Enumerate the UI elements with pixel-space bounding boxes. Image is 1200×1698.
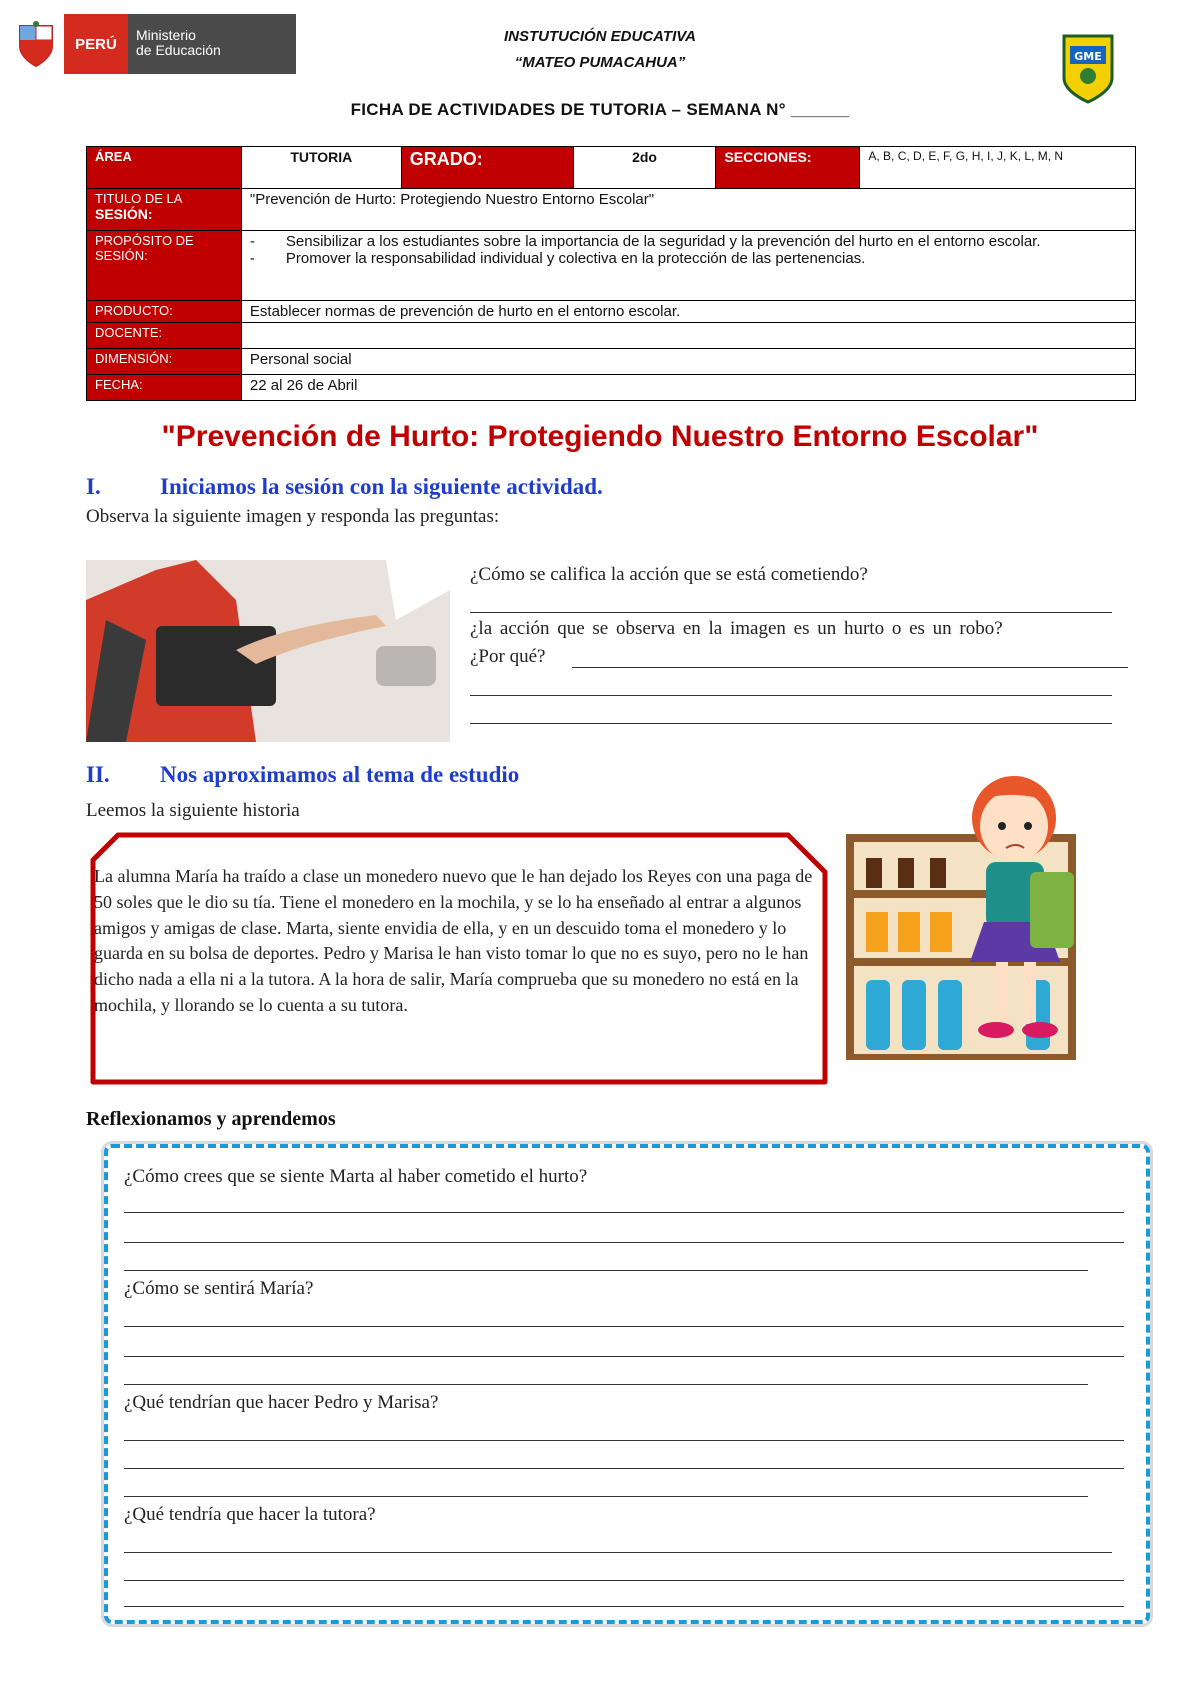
answer-line[interactable] [470,695,1112,696]
docente-label: DOCENTE: [87,323,242,349]
girl-illustration [846,762,1142,1064]
area-label: ÁREA [87,147,242,189]
fecha-value: 22 al 26 de Abril [241,375,1135,401]
reflection-title: Reflexionamos y aprendemos [86,1108,336,1130]
producto-label: PRODUCTO: [87,301,242,323]
docente-value [241,323,1135,349]
peru-label: PERÚ [64,14,128,74]
school-crest-icon [1062,34,1114,104]
answer-line[interactable] [572,667,1128,668]
section-2-heading [86,762,519,788]
theft-photo [86,560,450,742]
svg-text:GME: GME [1074,50,1102,63]
answer-line[interactable] [124,1242,1124,1243]
institution-name: INSTUTUCIÓN EDUCATIVA [504,28,696,45]
answer-line[interactable] [124,1270,1088,1271]
bullet: - [249,250,255,267]
ministerio-line1: Ministerio [136,27,196,43]
reflection-question-2: ¿Cómo se sentirá María? [124,1278,314,1299]
proposito-item [250,233,1127,250]
reflection-question-4: ¿Qué tendría que hacer la tutora? [124,1504,376,1525]
section-1-number: I. [86,474,101,499]
secciones-value: A, B, C, D, E, F, G, H, I, J, K, L, M, N [860,147,1136,189]
grado-label: GRADO: [401,147,573,189]
answer-line[interactable] [124,1496,1088,1497]
ministerio-line2: de Educación [136,42,221,58]
proposito-item-text: Sensibilizar a los estudiantes sobre la importancia de la seguridad y la prevención del hurto en el entorno escolar. [285,233,1041,250]
proposito-label: PROPÓSITO DE SESIÓN: [87,231,242,301]
session-info-table [86,146,1136,401]
reflection-question-3: ¿Qué tendrían que hacer Pedro y Marisa? [124,1392,439,1413]
dimension-value: Personal social [241,349,1135,375]
titulo-label [87,189,242,231]
answer-line[interactable] [124,1384,1088,1385]
ministerio-label [128,14,296,74]
section-1-instruction: Observa la siguiente imagen y responda las preguntas: [86,506,500,527]
section-2-instruction: Leemos la siguiente historia [86,800,300,821]
titulo-value: "Prevención de Hurto: Protegiendo Nuestro Entorno Escolar" [241,189,1135,231]
grado-value: 2do [573,147,716,189]
answer-line[interactable] [124,1356,1124,1357]
proposito-item-text: Promover la responsabilidad individual y colectiva en la protección de las pertenencias. [285,250,866,267]
proposito-value [241,231,1135,301]
section-2-number: II. [86,762,110,787]
answer-line[interactable] [124,1212,1124,1213]
titulo-label-line1: TITULO DE LA [95,191,183,206]
proposito-item [250,250,1127,267]
secciones-label: SECCIONES: [716,147,860,189]
answer-line[interactable] [124,1440,1124,1441]
reflection-question-1: ¿Cómo crees que se siente Marta al haber cometido el hurto? [124,1166,588,1187]
worksheet-title: FICHA DE ACTIVIDADES DE TUTORIA – SEMANA N° ______ [350,100,850,119]
section-1-heading [86,474,603,500]
producto-value: Establecer normas de prevención de hurto en el entorno escolar. [241,301,1135,323]
fecha-label: FECHA: [87,375,242,401]
institution-school: “MATEO PUMACAHUA” [514,54,686,71]
dimension-label: DIMENSIÓN: [87,349,242,375]
main-title: "Prevención de Hurto: Protegiendo Nuestro Entorno Escolar" [161,420,1039,453]
story-text: La alumna María ha traído a clase un monedero nuevo que le han dejado los Reyes con una paga de 50 soles que le dio su tía. Tiene el monedero en la mochila, y se lo ha enseñado al entrar a algunos amigos y amigas de clase. Marta, siente envidia de ella, y en un descuido toma el monedero y lo guarda en su bolsa de deportes. Pedro y Marisa le han visto tomar lo que no es suyo, pero no le han dicho nada a ella ni a la tutora. A la hora de salir, María comprueba que su monedero no está en la mochila, y llorando se lo cuenta a su tutora. [94,866,813,1015]
answer-line[interactable] [124,1468,1124,1469]
titulo-label-line2: SESIÓN: [95,206,153,222]
answer-line[interactable] [124,1326,1124,1327]
area-value: TUTORIA [241,147,401,189]
answer-line[interactable] [470,612,1112,613]
question-3: ¿Por qué? [470,646,546,667]
answer-line[interactable] [124,1552,1112,1553]
question-2-text: ¿la acción que se observa en la imagen es un hurto o es un robo? [470,618,1003,639]
section-2-title: Nos aproximamos al tema de estudio [160,762,520,787]
answer-line[interactable] [124,1580,1124,1581]
answer-line[interactable] [124,1606,1124,1607]
bullet: - [249,233,255,250]
section-1-title: Iniciamos la sesión con la siguiente actividad. [160,474,603,499]
question-2 [470,618,1120,640]
answer-line[interactable] [470,723,1112,724]
peru-shield-icon [8,14,64,74]
question-1: ¿Cómo se califica la acción que se está cometiendo? [470,564,868,585]
minedu-logo [8,14,296,74]
